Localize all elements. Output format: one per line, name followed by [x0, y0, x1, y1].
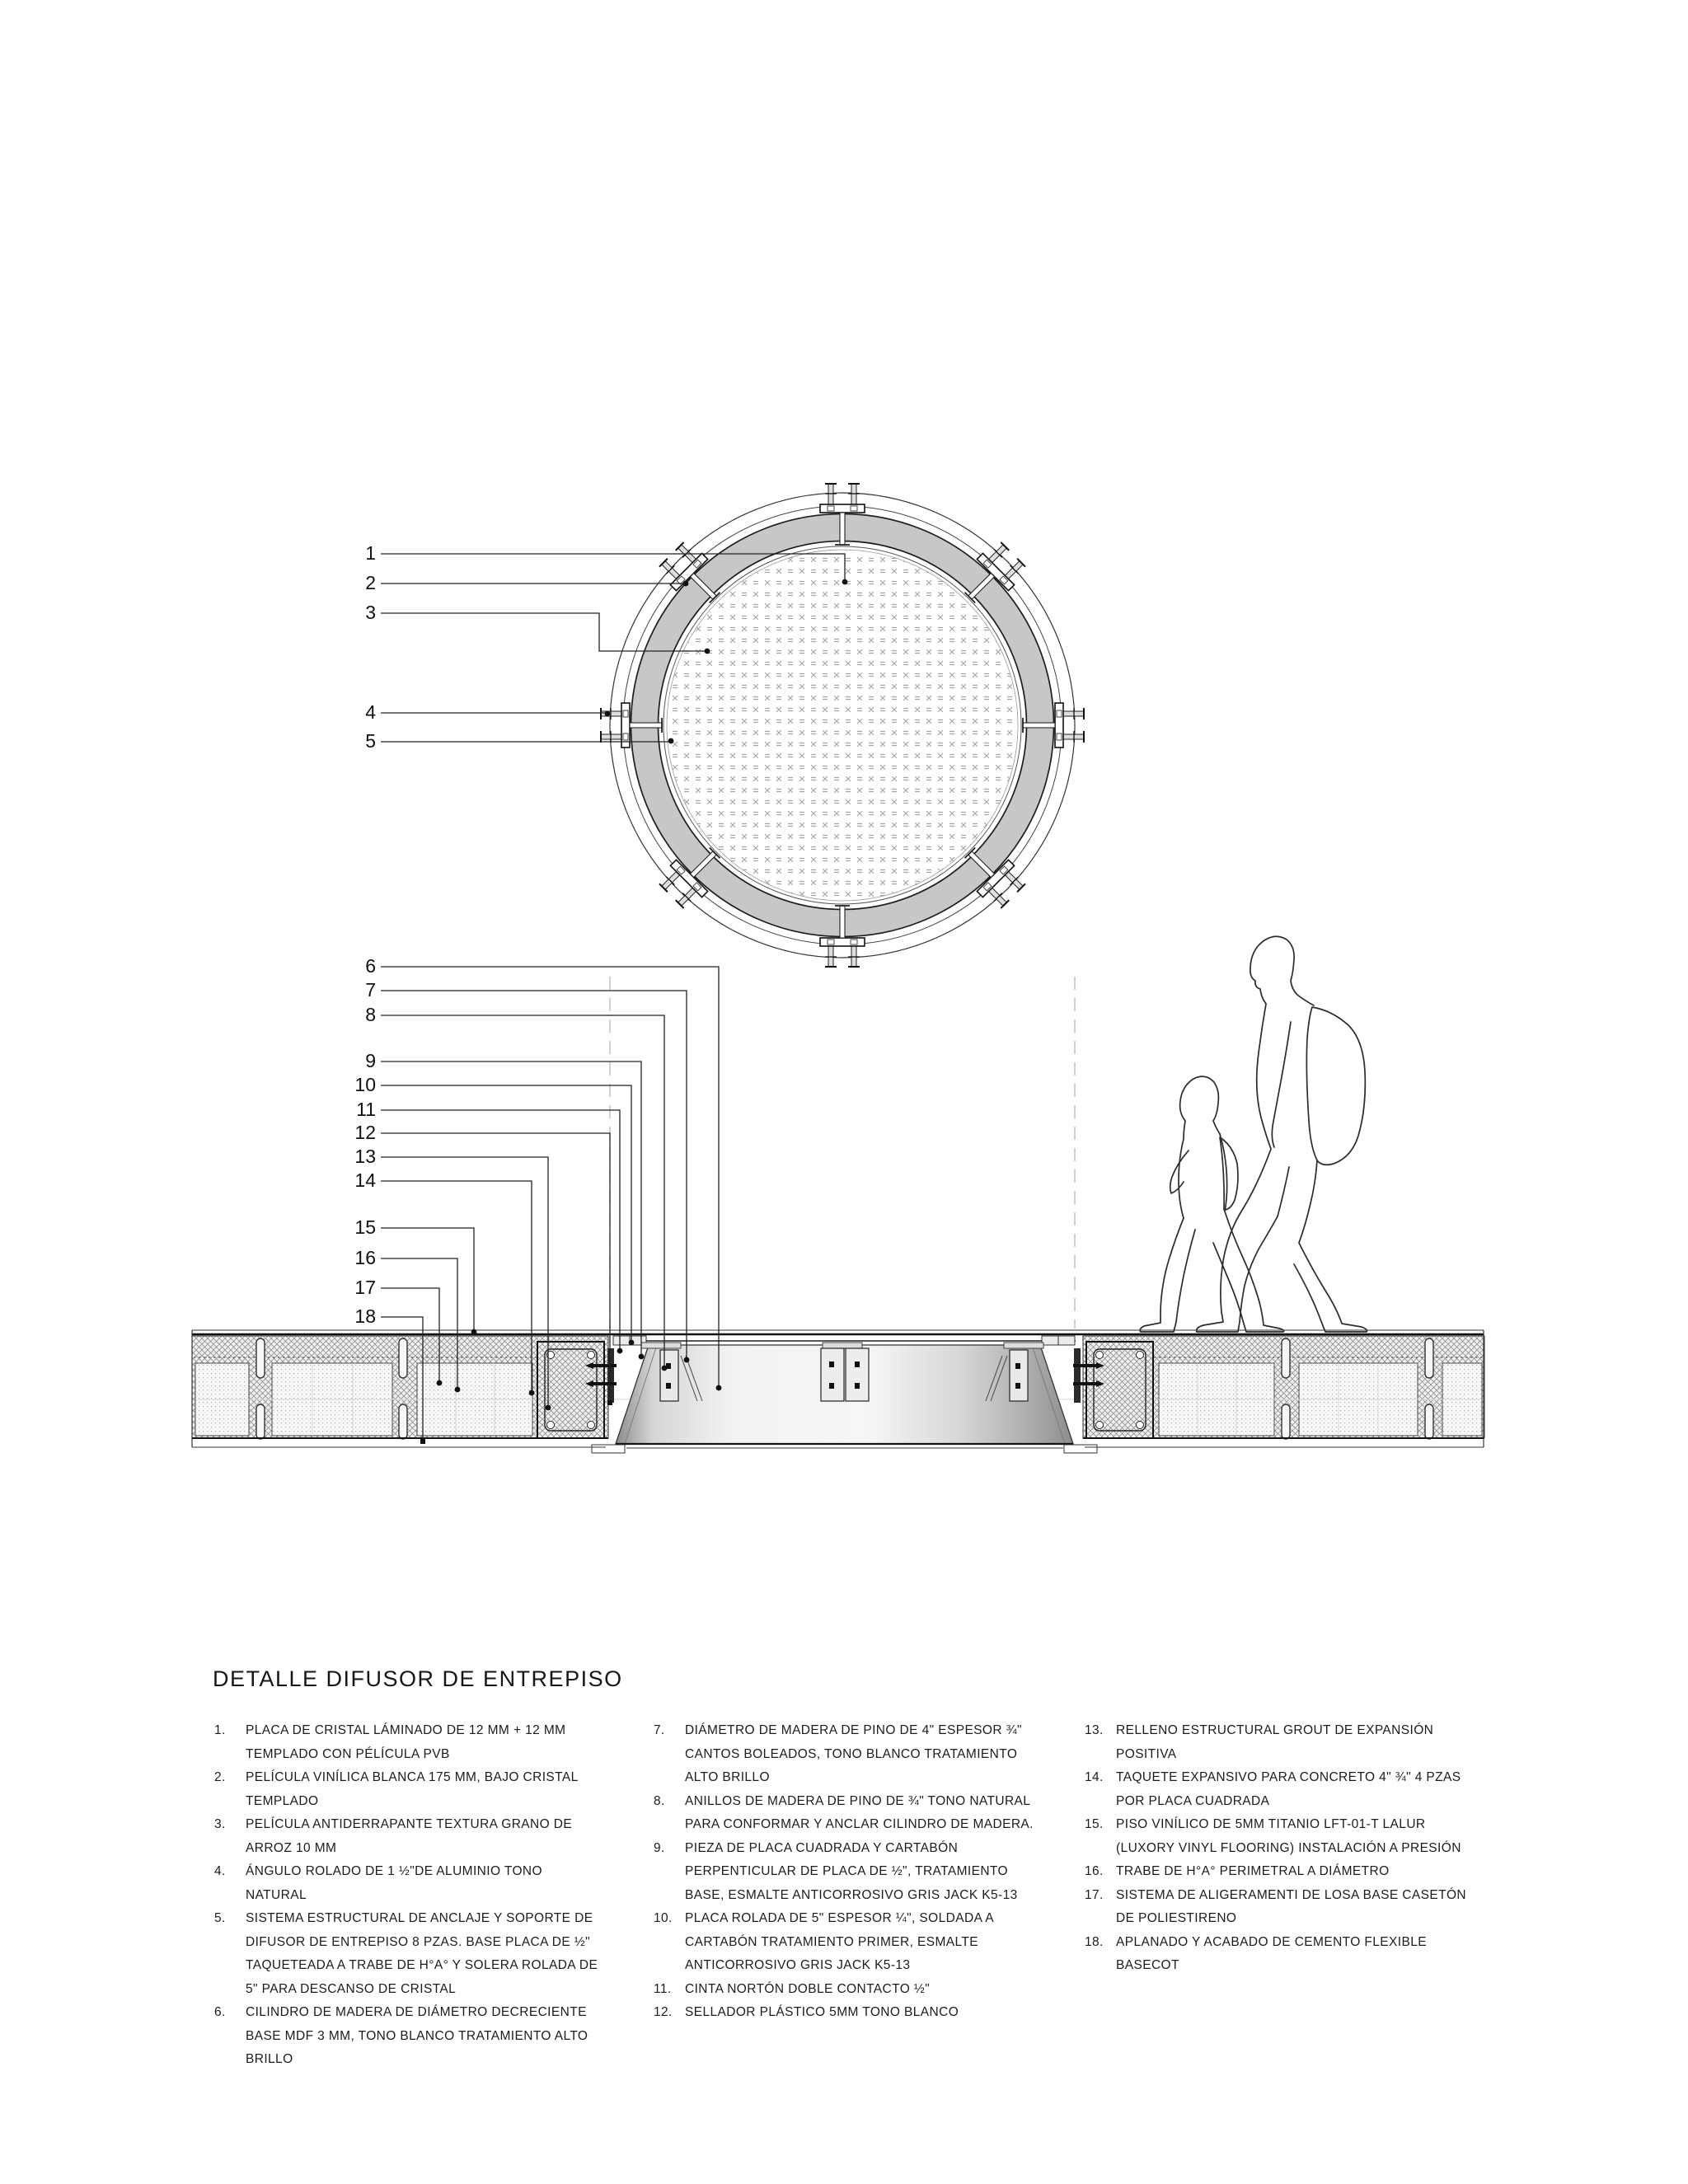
legend-item-14	[1085, 1766, 1472, 1813]
legend-text: ÁNGULO ROLADO DE 1 ½"DE ALUMINIO TONO NATURAL	[246, 1864, 542, 1902]
glass-pattern-area	[667, 550, 1018, 901]
callout-2: 2	[365, 572, 376, 593]
legend-num: 2.	[214, 1770, 226, 1784]
legend-text: PELÍCULA ANTIDERRAPANTE TEXTURA GRANO DE ARROZ 10 MM	[246, 1817, 573, 1855]
legend-text: CINTA NORTÓN DOBLE CONTACTO ½"	[685, 1981, 931, 1996]
pedestrian-figures	[1140, 936, 1367, 1332]
legend-item-17	[1085, 1884, 1472, 1931]
legend-text: PLACA DE CRISTAL LÁMINADO DE 12 MM + 12 MM TEMPLADO CON PÉLÍCULA PVB	[246, 1723, 566, 1761]
legend-text: RELLENO ESTRUCTURAL GROUT DE EXPANSIÓN POSITIVA	[1116, 1723, 1434, 1761]
legend-item-6	[214, 2001, 602, 2072]
legend-text: PLACA ROLADA DE 5" ESPESOR ¼", SOLDADA A CARTABÓN TRATAMIENTO PRIMER, ESMALTE ANTICORROSIVO GRIS JACK K5-13	[685, 1911, 994, 1972]
legend-item-5	[214, 1907, 602, 2001]
legend-num: 8.	[654, 1793, 665, 1808]
anchor-plate-right	[1074, 1348, 1081, 1403]
legend-item-4	[214, 1860, 602, 1907]
legend-text: TRABE DE H°A° PERIMETRAL A DIÁMETRO	[1116, 1864, 1390, 1878]
callout-4: 4	[365, 701, 376, 723]
callout-8: 8	[365, 1004, 376, 1025]
legend-num: 7.	[654, 1723, 665, 1737]
legend-text: DIÁMETRO DE MADERA DE PINO DE 4" ESPESOR ¾" CANTOS BOLEADOS, TONO BLANCO TRATAMIENTO ALTO BRILLO	[685, 1723, 1022, 1784]
legend-text: SISTEMA ESTRUCTURAL DE ANCLAJE Y SOPORTE DE DIFUSOR DE ENTREPISO 8 PZAS. BASE PLACA DE ½" TAQUETEADA A TRABE DE H°A° Y SOLERA ROLADA DE 5" PARA DESCANSO DE CRISTAL	[246, 1911, 598, 1996]
legend-item-15	[1085, 1813, 1472, 1860]
legend-item-2	[214, 1766, 602, 1813]
legend-item-12	[654, 2001, 1041, 2025]
callout-17: 17	[354, 1277, 376, 1298]
backpack	[1306, 1007, 1365, 1165]
legend-num: 5.	[214, 1911, 226, 1925]
legend-item-7	[654, 1719, 1041, 1790]
callout-12: 12	[354, 1122, 376, 1143]
child-backpack	[1220, 1137, 1238, 1210]
legend-num: 18.	[1085, 1934, 1104, 1949]
legend-item-1	[214, 1719, 602, 1766]
legend-item-9	[654, 1837, 1041, 1908]
legend-num: 9.	[654, 1840, 665, 1855]
page-title: DETALLE DIFUSOR DE ENTREPISO	[213, 1666, 623, 1691]
legend-text: PIEZA DE PLACA CUADRADA Y CARTABÓN PERPENTICULAR DE PLACA DE ½", TRATAMIENTO BASE, ESMALTE ANTICORROSIVO GRIS JACK K5-13	[685, 1840, 1018, 1902]
anchor-plate-left	[607, 1348, 614, 1403]
callout-6: 6	[365, 955, 376, 977]
legend-num: 16.	[1085, 1864, 1104, 1878]
legend-column-3	[1085, 1719, 1472, 1978]
legend-num: 15.	[1085, 1817, 1104, 1831]
legend-num: 1.	[214, 1723, 226, 1737]
callout-3: 3	[365, 602, 376, 623]
callout-5: 5	[365, 730, 376, 752]
legend-num: 6.	[214, 2005, 226, 2019]
callout-18: 18	[354, 1305, 376, 1327]
callout-1: 1	[365, 542, 376, 564]
legend-item-8	[654, 1790, 1041, 1837]
legend-text: SISTEMA DE ALIGERAMENTI DE LOSA BASE CASETÓN DE POLIESTIRENO	[1116, 1887, 1467, 1925]
legend-num: 10.	[654, 1911, 673, 1925]
legend-item-18	[1085, 1931, 1472, 1978]
trabe-left	[537, 1342, 604, 1438]
callout-11: 11	[356, 1099, 376, 1120]
legend-text: CILINDRO DE MADERA DE DIÁMETRO DECRECIENTE BASE MDF 3 MM, TONO BLANCO TRATAMIENTO ALTO BRILLO	[246, 2005, 588, 2066]
legend-column-1	[214, 1719, 602, 2072]
legend-num: 14.	[1085, 1770, 1104, 1784]
legend-num: 17.	[1085, 1887, 1104, 1902]
legend-item-11	[654, 1978, 1041, 2002]
callout-13: 13	[354, 1146, 376, 1167]
callout-labels	[354, 542, 376, 1327]
legend-text: APLANADO Y ACABADO DE CEMENTO FLEXIBLE BASECOT	[1116, 1934, 1427, 1972]
trabe-right	[1086, 1342, 1153, 1438]
legend-num: 12.	[654, 2005, 673, 2019]
legend-num: 11.	[654, 1981, 672, 1996]
callout-14: 14	[354, 1169, 376, 1191]
legend-num: 13.	[1085, 1723, 1104, 1737]
legend-num: 4.	[214, 1864, 226, 1878]
legend-item-13	[1085, 1719, 1472, 1766]
legend-text: TAQUETE EXPANSIVO PARA CONCRETO 4" ¾" 4 PZAS POR PLACA CUADRADA	[1116, 1770, 1461, 1808]
callout-15: 15	[354, 1216, 376, 1238]
legend-num: 3.	[214, 1817, 226, 1831]
legend-item-16	[1085, 1860, 1472, 1884]
callout-16: 16	[354, 1247, 376, 1268]
callout-10: 10	[354, 1074, 376, 1095]
legend-item-3	[214, 1813, 602, 1860]
callout-7: 7	[365, 979, 376, 1001]
legend-text: SELLADOR PLÁSTICO 5MM TONO BLANCO	[685, 2005, 959, 2019]
legend-text: ANILLOS DE MADERA DE PINO DE ¾" TONO NATURAL PARA CONFORMAR Y ANCLAR CILINDRO DE MADERA.	[685, 1793, 1034, 1831]
section-view	[192, 1330, 1484, 1453]
adult-figure	[1197, 936, 1367, 1332]
legend-column-2	[654, 1719, 1041, 2025]
projection-lines	[610, 977, 1075, 1329]
legend-item-10	[654, 1907, 1041, 1978]
legend-text: PELÍCULA VINÍLICA BLANCA 175 MM, BAJO CRISTAL TEMPLADO	[246, 1770, 579, 1808]
legend-text: PISO VINÍLICO DE 5MM TITANIO LFT-01-T LALUR (LUXORY VINYL FLOORING) INSTALACIÓN A PRESIÓN	[1116, 1817, 1461, 1855]
callout-9: 9	[365, 1050, 376, 1071]
plan-view-diffuser	[601, 484, 1084, 967]
child-figure	[1140, 1076, 1283, 1332]
